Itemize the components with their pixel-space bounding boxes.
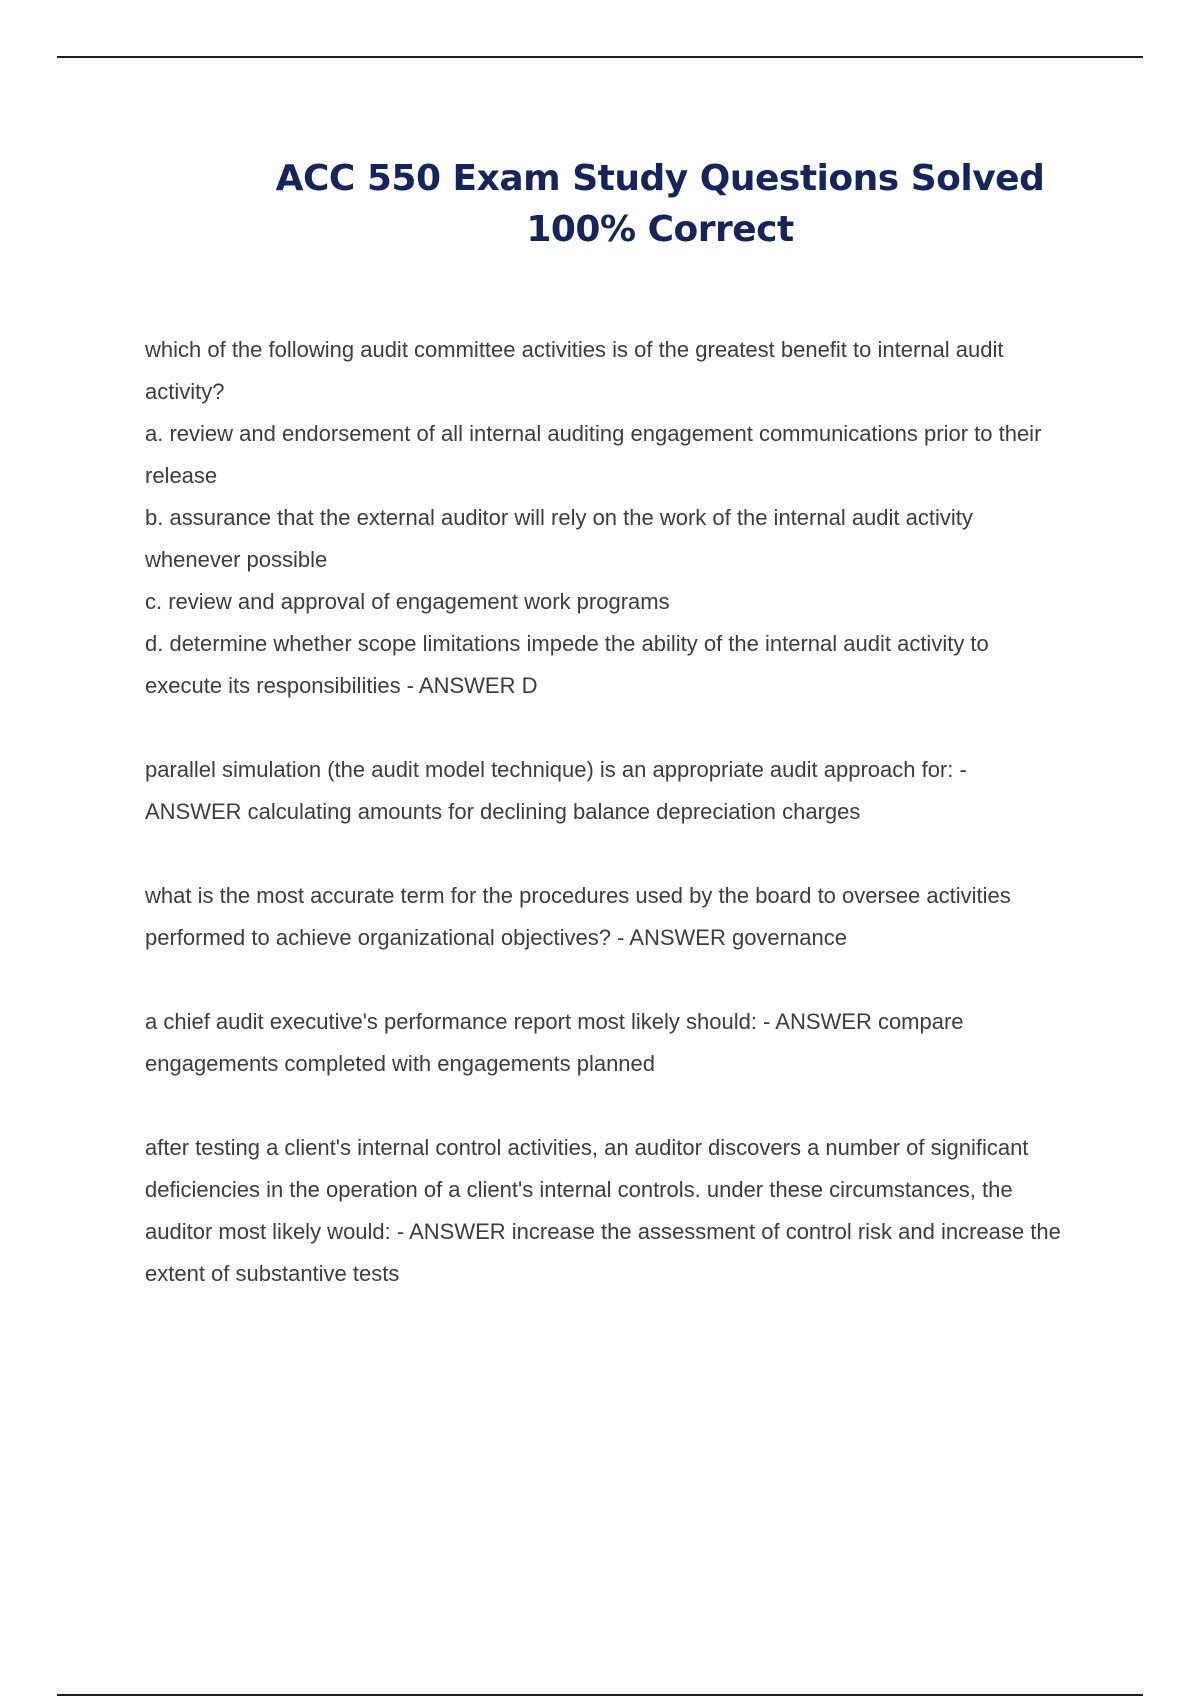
- title-line-2: 100% Correct: [526, 209, 794, 250]
- footer-rule: [57, 1694, 1143, 1696]
- answer-option-a: a. review and endorsement of all internal auditing engagement communications prior to their release: [145, 421, 1042, 488]
- question-text: which of the following audit committee activities is of the greatest benefit to internal audit activity?: [145, 337, 1004, 404]
- answer-option-c: c. review and approval of engagement work programs: [145, 589, 670, 614]
- question-text: parallel simulation (the audit model technique) is an appropriate audit approach for: - ANSWER calculating amounts for declining balance depreciation charges: [145, 757, 967, 824]
- answer-option-b: b. assurance that the external auditor will rely on the work of the internal audit activity whenever possible: [145, 505, 973, 572]
- document-title: [230, 153, 1090, 255]
- question-block-3: [145, 875, 1065, 959]
- title-line-1: ACC 550 Exam Study Questions Solved: [275, 158, 1045, 199]
- answer-option-d: d. determine whether scope limitations impede the ability of the internal audit activity to execute its responsibilities - ANSWER D: [145, 631, 989, 698]
- header-rule: [57, 56, 1143, 58]
- question-text: after testing a client's internal control activities, an auditor discovers a number of significant deficiencies in the operation of a client's internal controls. under these circumstances, the auditor most likely would: - ANSWER increase the assessment of control risk and increase the extent of substantive tests: [145, 1135, 1061, 1286]
- question-block-1: [145, 329, 1065, 707]
- question-block-2: [145, 749, 1065, 833]
- question-block-5: [145, 1127, 1065, 1295]
- question-list: [145, 329, 1065, 1337]
- question-block-4: [145, 1001, 1065, 1085]
- question-text: a chief audit executive's performance report most likely should: - ANSWER compare engagements completed with engagements planned: [145, 1009, 964, 1076]
- question-text: what is the most accurate term for the procedures used by the board to oversee activities performed to achieve organizational objectives? - ANSWER governance: [145, 883, 1011, 950]
